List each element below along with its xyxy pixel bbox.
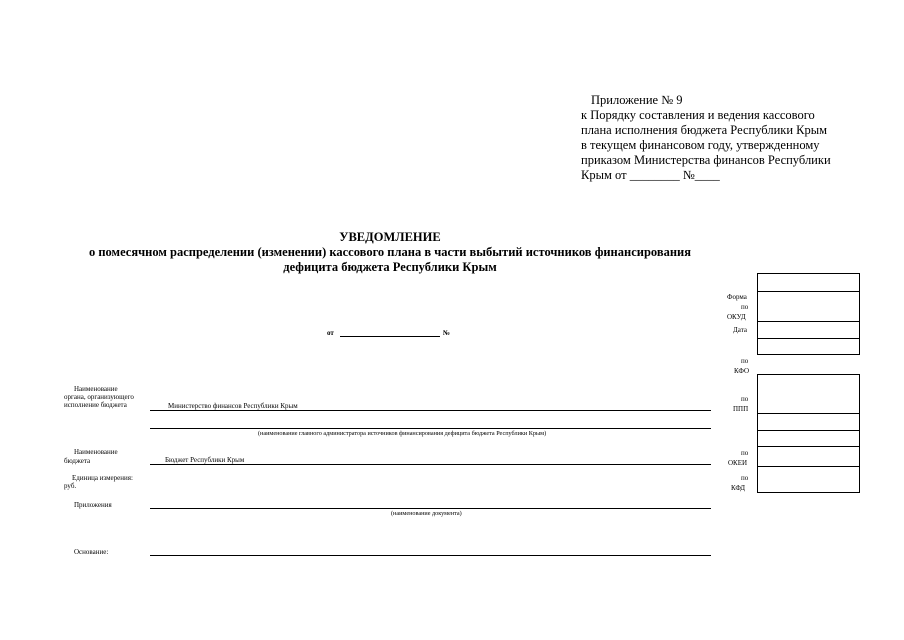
title-main: УВЕДОМЛЕНИЕ: [339, 230, 441, 244]
title-sub: о помесячном распределении (изменении) кассового плана в части выбытий источников финансирования: [88, 245, 692, 259]
attachments-line: [150, 508, 711, 509]
org-label: Наименование: [74, 385, 118, 393]
okei-label: ОКЕИ: [728, 459, 748, 467]
po-label: по: [741, 357, 749, 365]
basis-label: Основание:: [74, 548, 109, 556]
ppp-label: ППП: [733, 405, 749, 413]
po-label: по: [741, 474, 749, 482]
title-sub: дефицита бюджета Республики Крым: [283, 260, 497, 274]
po-label: по: [741, 303, 749, 311]
admin-line: [150, 428, 711, 429]
budget-line: [150, 464, 711, 465]
po-label: по: [741, 449, 749, 457]
budget-label: Наименование: [74, 448, 118, 456]
po-label: по: [741, 395, 749, 403]
org-value: Министерство финансов Республики Крым: [168, 402, 298, 410]
appendix-line: к Порядку составления и ведения кассового: [581, 108, 815, 122]
okud-label: ОКУД: [727, 313, 746, 321]
appendix-line: в текущем финансовом году, утвержденному: [581, 138, 820, 152]
forma-label: Форма: [727, 293, 747, 301]
org-label: органа, организующего: [64, 393, 134, 401]
number-label: №: [443, 329, 451, 337]
document-caption: (наименование документа): [391, 510, 462, 517]
kfd-label: КФД: [731, 484, 746, 492]
budget-label: бюджета: [64, 457, 91, 465]
codes-table-bottom: [757, 374, 860, 493]
appendix-line: Крым от ________ №____: [581, 168, 720, 182]
unit-value: руб.: [64, 482, 77, 490]
admin-caption: (наименование главного администратора источников финансирования дефицита бюджета Республики Крым): [258, 430, 547, 437]
basis-line: [150, 555, 711, 556]
appendix-number: Приложение № 9: [591, 93, 683, 107]
kfo-label: КФО: [734, 367, 750, 375]
unit-label: Единица измерения:: [72, 474, 133, 482]
date-line: [340, 336, 440, 337]
date-ot-label: от: [327, 329, 334, 337]
org-line: [150, 410, 711, 411]
appendix-line: приказом Министерства финансов Республики: [581, 153, 831, 167]
attachments-label: Приложения: [74, 501, 112, 509]
codes-table-top: [757, 273, 860, 355]
org-label: исполнение бюджета: [64, 401, 127, 409]
appendix-line: плана исполнения бюджета Республики Крым: [581, 123, 828, 137]
budget-value: Бюджет Республики Крым: [165, 456, 245, 464]
date-label: Дата: [733, 326, 747, 334]
